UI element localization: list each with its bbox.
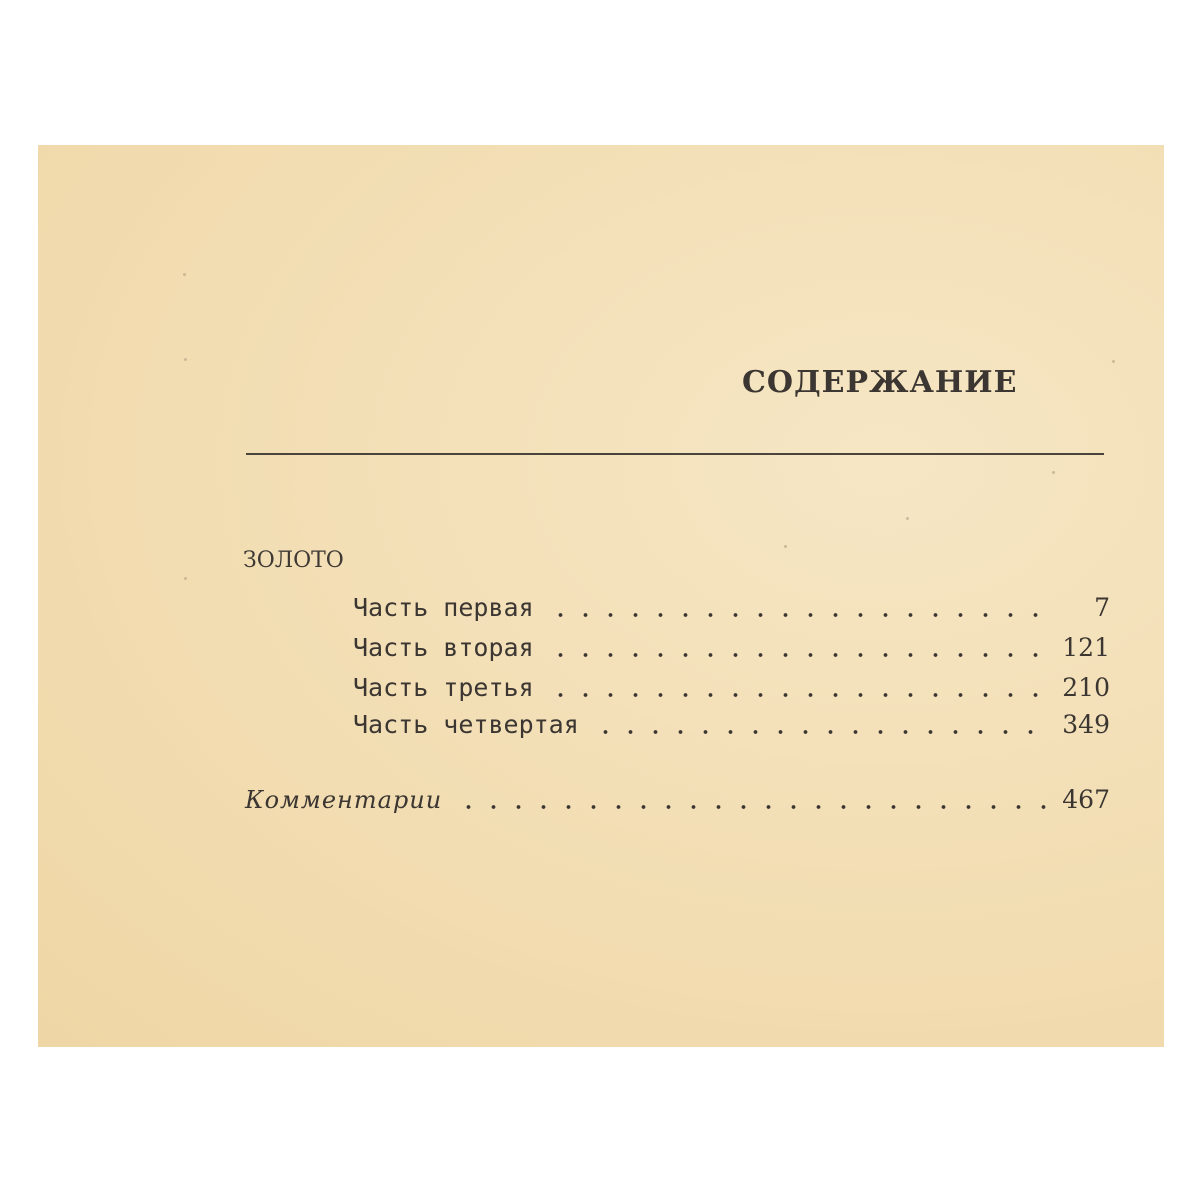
toc-entry-page: 467 <box>1062 785 1110 814</box>
title-rule <box>246 453 1104 455</box>
paper-speck <box>784 545 787 548</box>
toc-entry[interactable] <box>353 633 1110 662</box>
toc-entry[interactable] <box>353 593 1110 622</box>
dot-leader <box>548 693 1050 697</box>
dot-leader <box>593 730 1050 734</box>
toc-entry-commentary[interactable] <box>245 785 1110 814</box>
paper-speck <box>184 577 187 580</box>
paper-speck <box>184 358 187 361</box>
toc-entry-page: 349 <box>1062 710 1110 739</box>
dot-leader <box>548 653 1050 657</box>
toc-entry-label: Часть четвертая <box>353 710 579 739</box>
paper-speck <box>906 517 909 520</box>
paper-speck <box>1112 360 1115 363</box>
section-title: ЗОЛОТО <box>243 548 344 573</box>
toc-entry-page: 7 <box>1094 593 1110 622</box>
toc-entry-page: 210 <box>1062 673 1110 702</box>
dot-leader <box>548 613 1050 617</box>
dot-leader <box>456 805 1050 809</box>
toc-entry[interactable] <box>353 673 1110 702</box>
toc-entry-label: Комментарии <box>245 786 443 814</box>
paper-speck <box>1052 471 1055 474</box>
toc-entry[interactable] <box>353 710 1110 739</box>
toc-entry-page: 121 <box>1062 633 1110 662</box>
toc-entry-label: Часть первая <box>353 593 534 622</box>
toc-entry-label: Часть вторая <box>353 633 534 662</box>
page-title: СОДЕРЖАНИЕ <box>742 365 1018 400</box>
paper-speck <box>183 273 186 276</box>
book-page <box>38 145 1164 1047</box>
toc-entry-label: Часть третья <box>353 673 534 702</box>
